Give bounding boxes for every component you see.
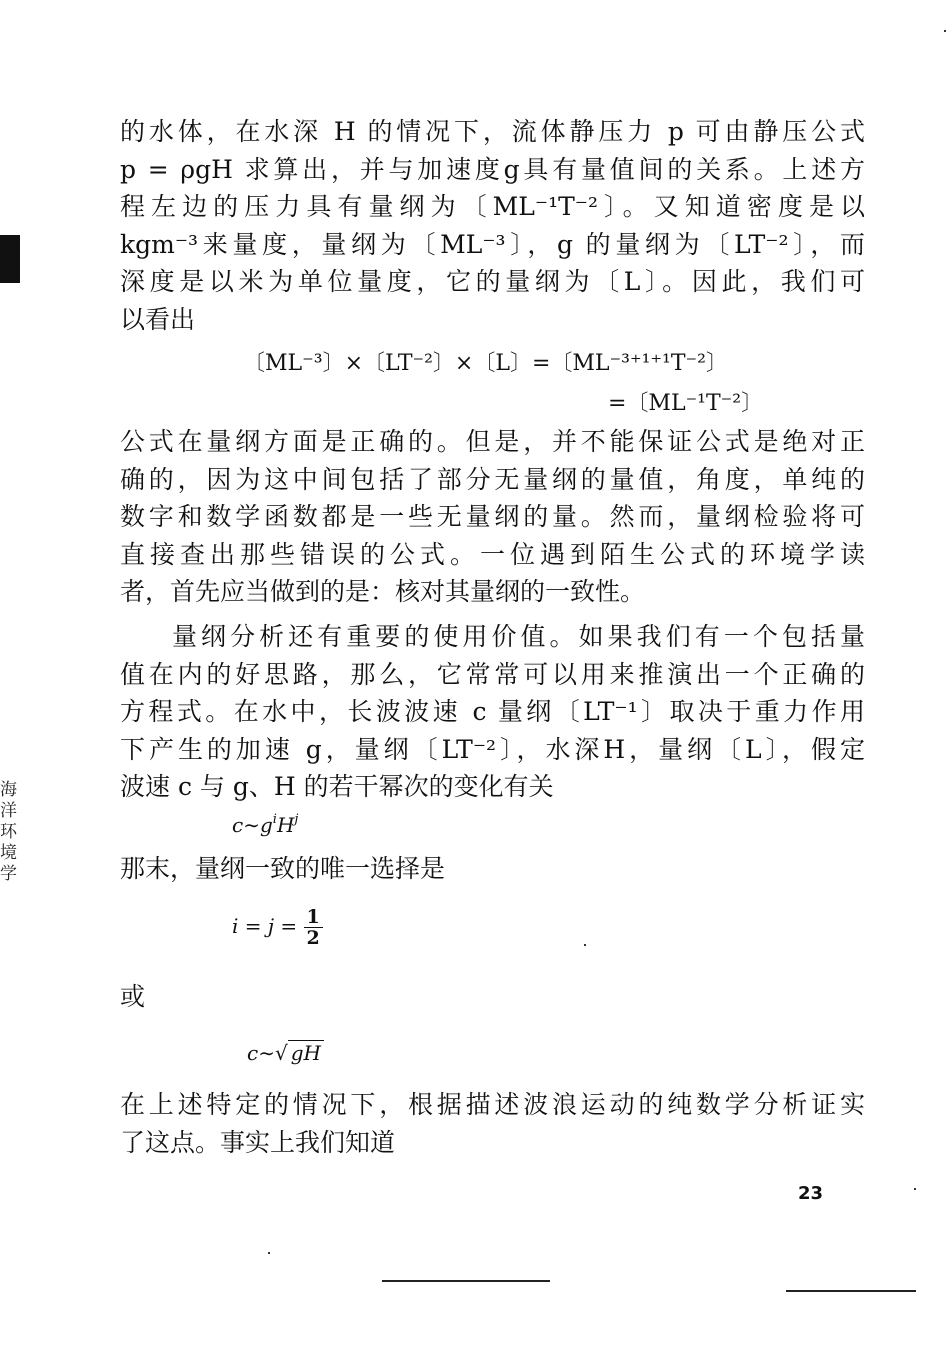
text-line: 直接查出那些错误的公式。一位遇到陌生公式的环境学读	[120, 539, 865, 569]
binding-mark	[0, 235, 20, 283]
text-line: 波速 c 与 g、H 的若干幂次的变化有关	[120, 772, 554, 801]
scan-speck	[584, 944, 586, 946]
fraction	[304, 907, 323, 948]
text-line: 方程式。在水中，长波波速 c 量纲〔LT⁻¹〕取决于重力作用	[120, 697, 865, 726]
dimension-equation-line-2: =〔ML⁻¹T⁻²〕	[608, 391, 764, 416]
text-line: 的水体，在水深 H 的情况下，流体静压力 p 可由静压公式	[120, 117, 865, 146]
dimension-equation-line-1: 〔ML⁻³〕×〔LT⁻²〕×〔L〕=〔ML⁻³⁺¹⁺¹T⁻²〕	[243, 351, 728, 376]
side-note: 海洋环境学	[0, 780, 17, 884]
text-line: 确的，因为这中间包括了部分无量纲的量值，角度，单纯的	[120, 464, 865, 494]
wave-speed-formula	[247, 1041, 324, 1065]
exponent-solution	[232, 907, 323, 948]
text-line: 值在内的好思路，那么，它常常可以用来推演出一个正确的	[120, 659, 865, 689]
text-line: 了这点。事实上我们知道	[120, 1127, 396, 1157]
eq4-lhs: c∼	[247, 1041, 275, 1065]
text-line: 公式在量纲方面是正确的。但是，并不能保证公式是绝对正	[120, 427, 865, 456]
scan-speck	[944, 30, 946, 32]
text-line: 在上述特定的情况下，根据描述波浪运动的纯数学分析证实	[120, 1090, 865, 1119]
paragraph-1	[120, 113, 865, 338]
eq2-exp-j: j	[294, 812, 299, 827]
eq2-base: c∼g	[232, 813, 273, 837]
fraction-numerator: 1	[304, 907, 323, 928]
eq2-exp-i: i	[272, 812, 277, 827]
text-line: 程左边的压力具有量纲为〔ML⁻¹T⁻²〕。又知道密度是以	[120, 192, 865, 221]
text-line: 数字和数学函数都是一些无量纲的量。然而，量纲检验将可	[120, 502, 865, 531]
paragraph-3	[120, 618, 865, 806]
text-line: 下产生的加速 g，量纲〔LT⁻²〕，水深H，量纲〔L〕，假定	[120, 734, 865, 764]
paragraph-or	[120, 978, 865, 1016]
text-line: 以看出	[120, 304, 196, 334]
scan-rule	[786, 1290, 916, 1292]
text-line: 或	[120, 982, 146, 1011]
paragraph-2	[120, 423, 865, 611]
scan-speck	[914, 1188, 916, 1190]
wave-speed-proportionality	[232, 813, 298, 837]
sqrt-icon: √	[274, 1041, 288, 1065]
fraction-denominator: 2	[306, 927, 320, 949]
text-line: p = ρgH 求算出，并与加速度g具有量值间的关系。上述方	[120, 154, 865, 184]
eq3-lhs: i = j =	[232, 914, 304, 938]
scan-speck	[268, 1252, 270, 1254]
page-number: 23	[798, 1183, 824, 1204]
text-line: 那末，量纲一致的唯一选择是	[120, 854, 446, 883]
paragraph-then	[120, 850, 865, 888]
text-line: kgm⁻³来量度，量纲为〔ML⁻³〕，g 的量纲为〔LT⁻²〕，而	[120, 229, 865, 259]
text-line: 量纲分析还有重要的使用价值。如果我们有一个包括量	[172, 622, 865, 651]
scan-rule	[382, 1280, 550, 1282]
paragraph-4	[120, 1086, 865, 1161]
radicand: gH	[288, 1040, 324, 1065]
eq2-mid: H	[276, 813, 295, 837]
text-line: 深度是以米为单位量度，它的量纲为〔L〕。因此，我们可	[120, 267, 865, 296]
text-line: 者，首先应当做到的是：核对其量纲的一致性。	[120, 577, 646, 606]
